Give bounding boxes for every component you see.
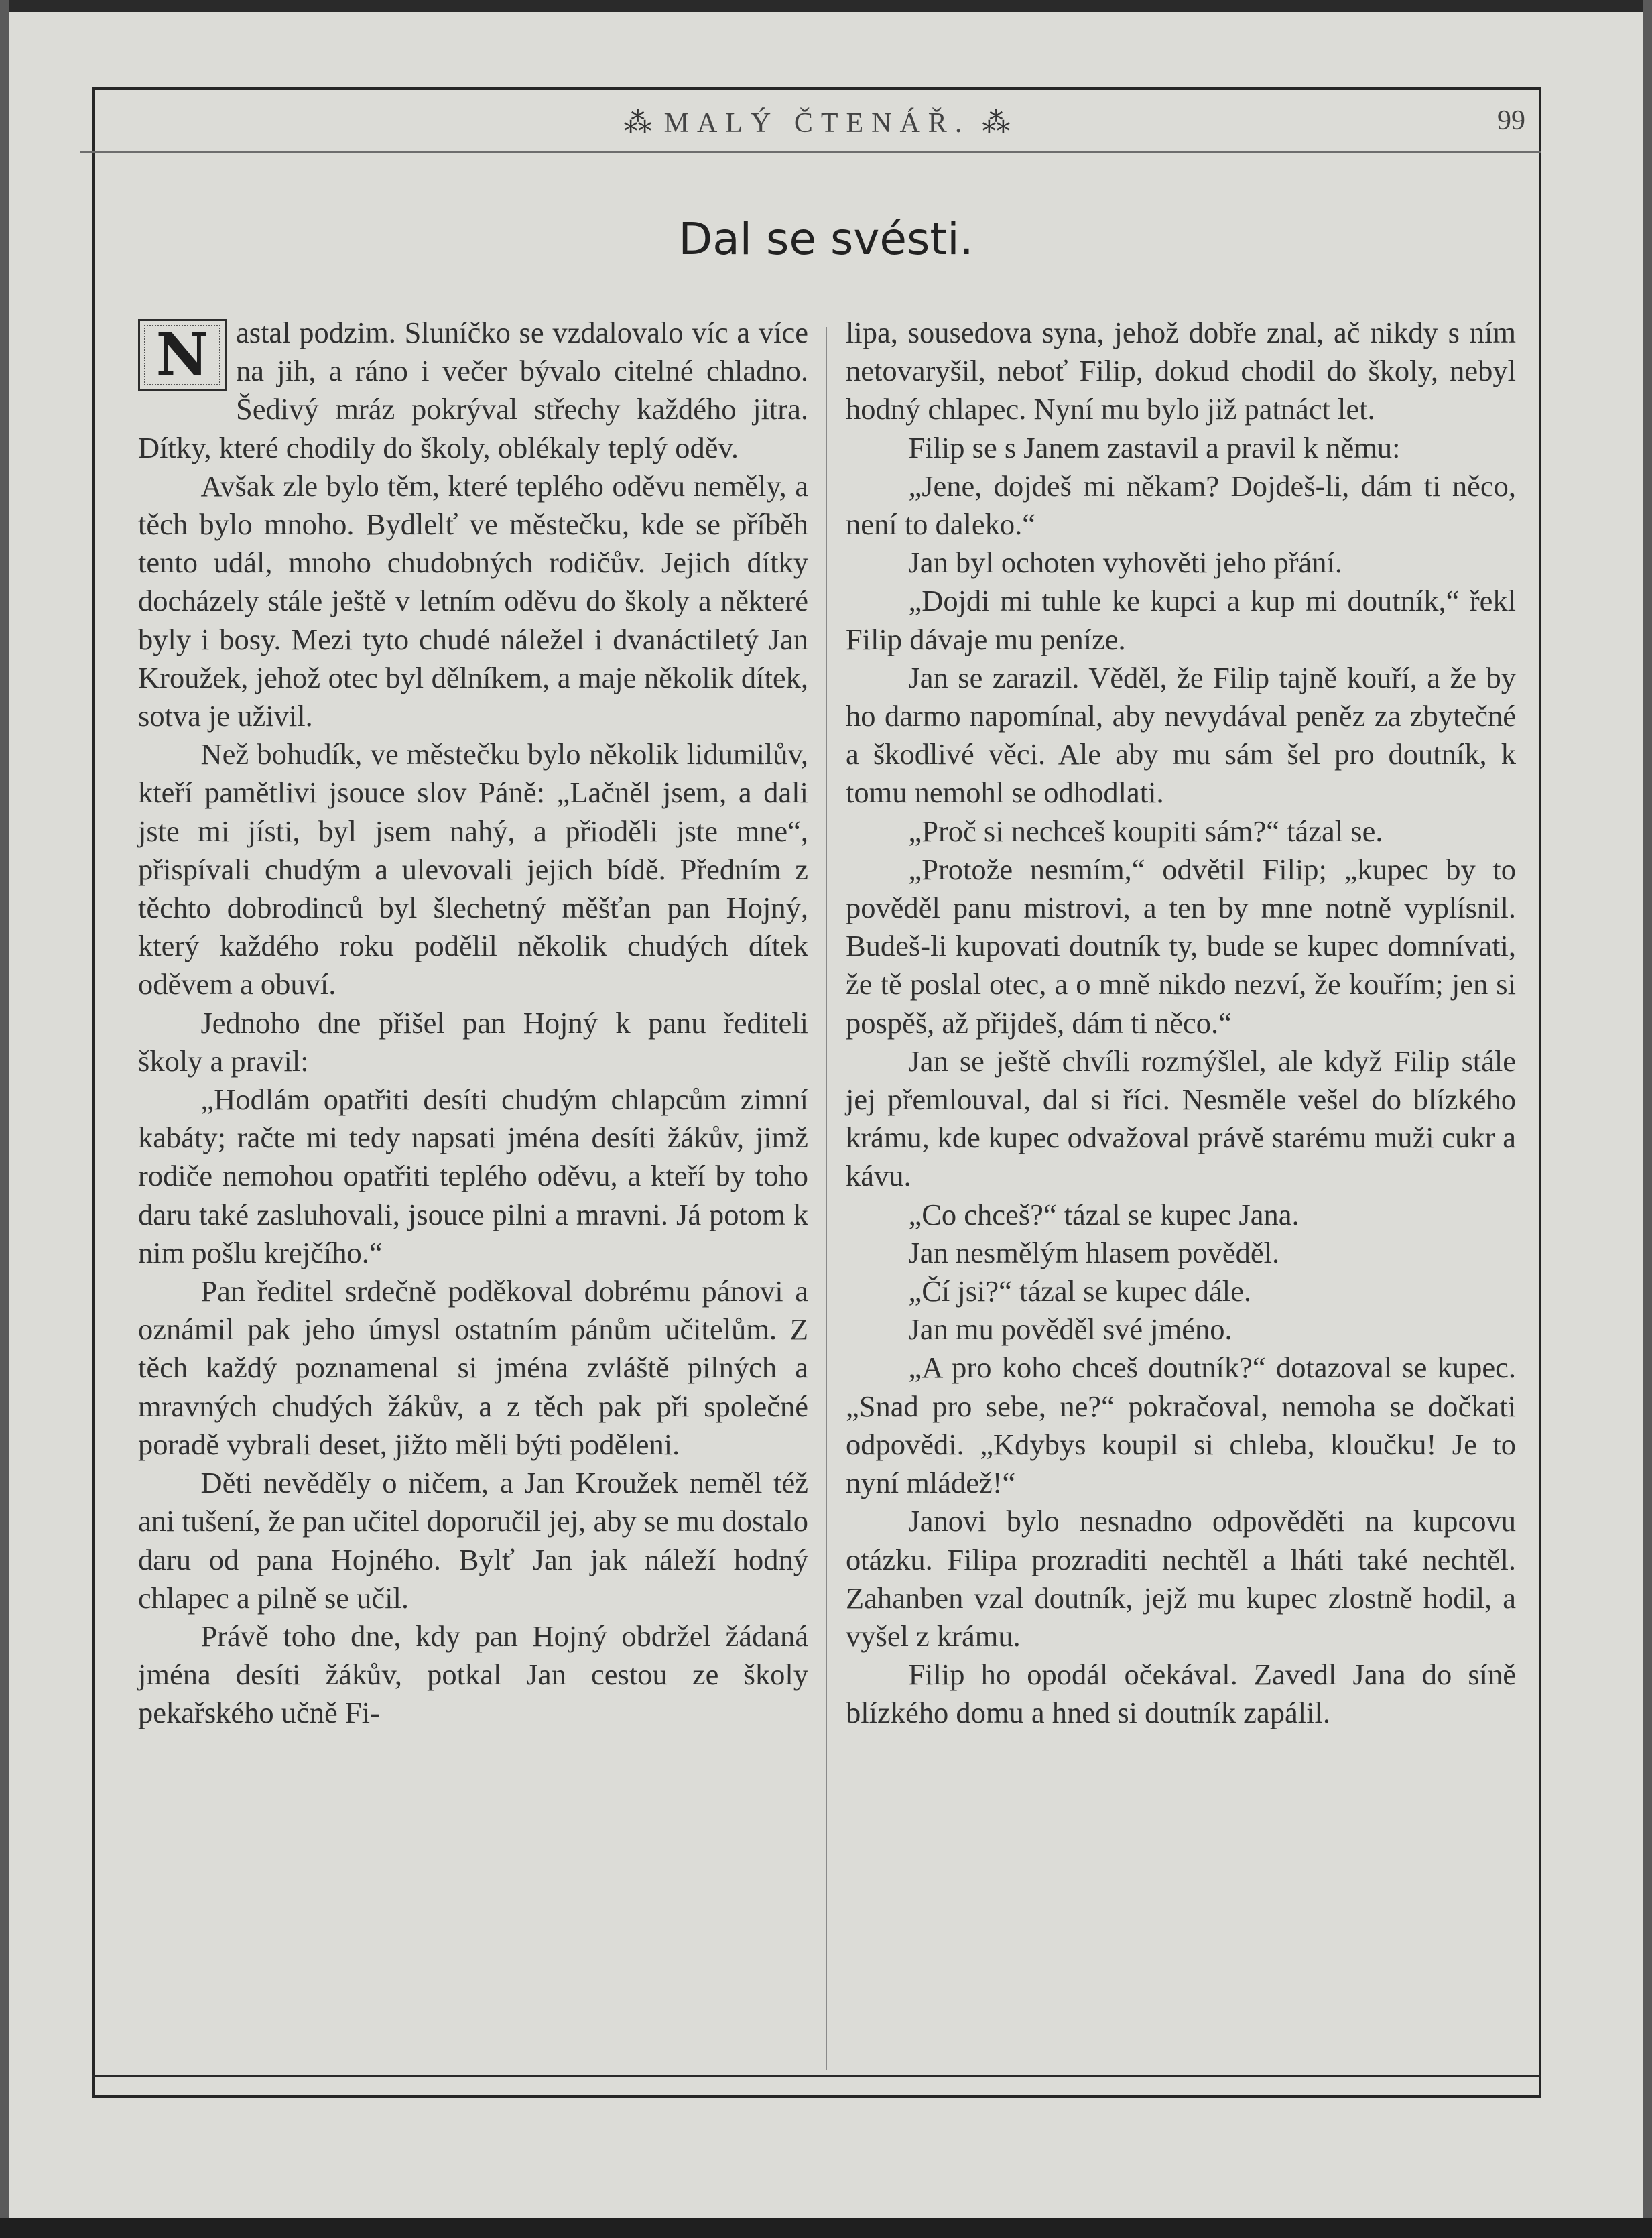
- scan-edge-bottom: [0, 2218, 1652, 2238]
- paragraph: [138, 314, 808, 467]
- paragraph: „Protože nesmím,“ odvětil Filip; „kupec by to pověděl panu mistrovi, a ten by mne notně vyplísnil. Budeš-li kupovati doutník ty, bude se kupec domnívati, že tě poslal otec, a o mně nikdo nezví, že kouřím; jen si pospěš, až přijdeš, dám ti něco.“: [846, 852, 1516, 1040]
- column-divider: [826, 327, 827, 2070]
- paragraph: Avšak zle bylo těm, které teplého oděvu neměly, a těch bylo mnoho. Bydlelť ve městečku, kde se příběh tento udál, mnoho chudobných rodičův. Jejich dítky docházely stále ještě v letním oděvu do školy a některé byly i bosy. Mezi tyto chudé náležel i dvanáctiletý Jan Kroužek, jehož otec byl dělníkem, a maje několik dítek, sotva je uživil.: [138, 469, 808, 733]
- left-column: [138, 314, 808, 1733]
- paragraph: Filip ho opodál očekával. Zavedl Jana do síně blízkého domu a hned si doutník zapálil.: [846, 1658, 1516, 1730]
- paragraph: Právě toho dne, kdy pan Hojný obdržel žádaná jména desíti žákův, potkal Jan cestou ze školy pekařského učně Fi-: [138, 1619, 808, 1730]
- paragraph: „Dojdi mi tuhle ke kupci a kup mi doutník,“ řekl Filip dávaje mu peníze.: [846, 584, 1516, 656]
- page-number: 99: [1497, 105, 1525, 136]
- running-title: MALÝ ČTENÁŘ.: [663, 108, 970, 139]
- right-column: [846, 314, 1516, 1733]
- paragraph: Pan ředitel srdečně poděkoval dobrému pánovi a oznámil pak jeho úmysl ostatním pánům učitelům. Z těch každý poznamenal si jména zvláště pilných a mravných chudých žákův, a z těch pak při společné poradě vybrali deset, jižto měli býti poděleni.: [138, 1274, 808, 1461]
- paragraph: „Jene, dojdeš mi někam? Dojdeš-li, dám ti něco, není to daleko.“: [846, 469, 1516, 542]
- paragraph: Než bohudík, ve městečku bylo několik lidumilův, kteří pamětlivi jsouce slov Páně: „Lačněl jsem, a dali jste mi jísti, byl jsem nahý, a přioděli jste mne“, přispívali chudým a ulevovali jejich bídě. Předním z těchto dobrodinců byl šlechetný měšťan pan Hojný, který každého roku podělil několik chudých dítek oděvem a obuví.: [138, 737, 808, 1001]
- paragraph: Děti nevěděly o ničem, a Jan Kroužek neměl též ani tušení, že pan učitel doporučil jej, aby se mu dostalo daru od pana Hojného. Bylť Jan jak náleží hodný chlapec a pilně se učil.: [138, 1466, 808, 1615]
- paragraph: Jan byl ochoten vyhověti jeho přání.: [908, 546, 1343, 580]
- paragraph: Jan nesmělým hlasem pověděl.: [908, 1235, 1280, 1269]
- page-header: [92, 101, 1541, 147]
- bottom-rule: [92, 2075, 1541, 2077]
- scan-edge-top: [0, 0, 1652, 12]
- scan-edge-left: [0, 0, 9, 2238]
- scan-edge-right: [1643, 0, 1652, 2238]
- paragraph: „Čí jsi?“ tázal se kupec dále.: [908, 1274, 1251, 1308]
- paragraph: Jan mu pověděl své jméno.: [908, 1312, 1232, 1347]
- header-rule: [80, 151, 1541, 153]
- paragraph: Jan se zarazil. Věděl, že Filip tajně kouří, a že by ho darmo napomínal, aby nevydával peněz za zbytečné a škodlivé věci. Ale aby mu sám šel pro doutník, k tomu nemohl se odhodlati.: [846, 660, 1516, 810]
- paragraph-text: astal podzim. Sluníčko se vzdalovalo víc a více na jih, a ráno i večer bývalo citelné chladno. Šedivý mráz pokrýval střechy každého jitra. Dítky, které chodily do školy, oblékaly teplý oděv.: [138, 316, 808, 464]
- ornament-right-icon: ⁂: [982, 108, 1011, 139]
- paragraph: „A pro koho chceš doutník?“ dotazoval se kupec. „Snad pro sebe, ne?“ pokračoval, nemoha se dočkati odpovědi. „Kdybys koupil si chleba, kloučku! Je to nyní mládež!“: [846, 1351, 1516, 1500]
- drop-cap: N: [138, 319, 227, 391]
- paragraph: Filip se s Janem zastavil a pravil k němu:: [908, 430, 1401, 464]
- paragraph: Janovi bylo nesnadno odpověděti na kupcovu otázku. Filipa prozraditi nechtěl a lháti také nechtěl. Zahanben vzal doutník, jejž mu kupec zlostně hodil, a vyšel z krámu.: [846, 1504, 1516, 1653]
- running-head: [92, 106, 1541, 139]
- paragraph: „Hodlám opatřiti desíti chudým chlapcům zimní kabáty; račte mi tedy napsati jména desíti žákův, jimž rodiče nemohou opatřiti teplého oděvu, a kteří by toho daru také zasluhovali, jsouce pilni a mravni. Já potom k nim pošlu krejčího.“: [138, 1082, 808, 1269]
- article-title: Dal se svésti.: [678, 213, 974, 265]
- paragraph: „Proč si nechceš koupiti sám?“ tázal se.: [908, 814, 1383, 848]
- paragraph: Jednoho dne přišel pan Hojný k panu řediteli školy a pravil:: [138, 1005, 808, 1078]
- paragraph: lipa, sousedova syna, jehož dobře znal, ač nikdy s ním netovaryšil, neboť Filip, dokud chodil do školy, nebyl hodný chlapec. Nyní mu bylo již patnáct let.: [846, 316, 1516, 426]
- paragraph: „Co chceš?“ tázal se kupec Jana.: [908, 1197, 1299, 1231]
- paragraph: Jan se ještě chvíli rozmýšlel, ale když Filip stále jej přemlouval, dal si říci. Nesměle vešel do blízkého krámu, kde kupec odvažoval právě starému muži cukr a kávu.: [846, 1044, 1516, 1193]
- ornament-left-icon: ⁂: [623, 108, 652, 139]
